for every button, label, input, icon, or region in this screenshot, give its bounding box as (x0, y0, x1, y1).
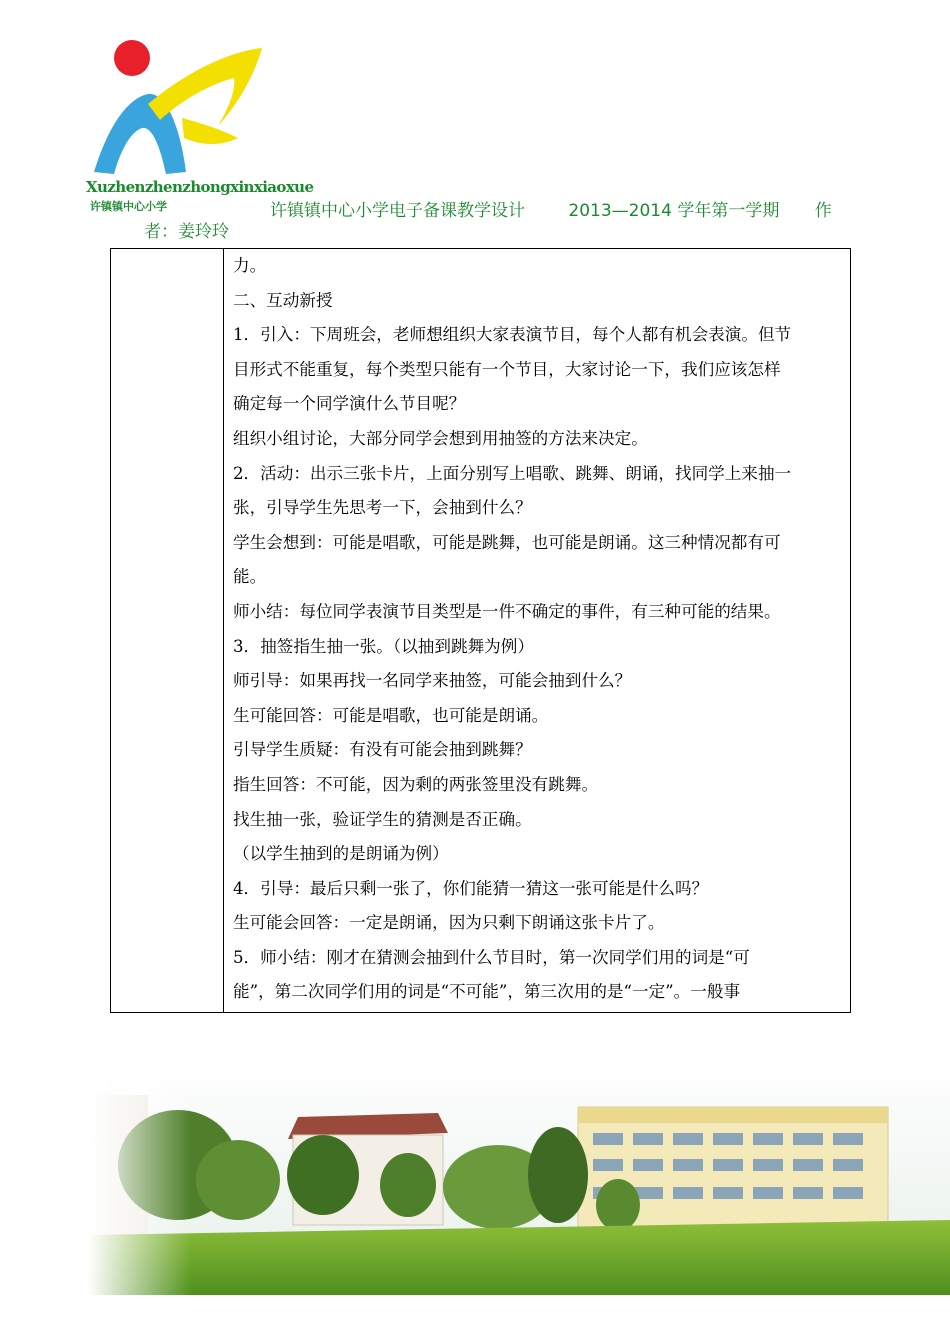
logo-red-dot (114, 40, 150, 76)
logo-yellow-wing (148, 48, 262, 126)
campus-photo (88, 1055, 950, 1295)
text-line: 4．引导：最后只剩一张了，你们能猜一猜这一张可能是什么吗？ (233, 878, 709, 898)
text-line: 师小结：每位同学表演节目类型是一件不确定的事件，有三种可能的结果。 (233, 601, 781, 621)
text-line: 生可能会回答：一定是朗诵，因为只剩下朗诵这张卡片了。 (233, 913, 665, 933)
header-author: 者：姜玲玲 (144, 222, 229, 242)
text-line: 指生回答：不可能，因为剩的两张签里没有跳舞。 (233, 774, 599, 794)
text-line: 1．引入：下周班会，老师想组织大家表演节目，每个人都有机会表演。但节 (233, 325, 792, 345)
text-line: 确定每一个同学演什么节目呢？ (233, 394, 466, 414)
text-line: （以学生抽到的是朗诵为例） (233, 844, 449, 864)
header-author-prefix: 作 (814, 201, 832, 221)
text-line: 3．抽签指生抽一张。（以抽到跳舞为例） (233, 636, 534, 656)
header-title: 许镇镇中心小学电子备课教学设计 (270, 201, 525, 221)
text-line: 目形式不能重复，每个类型只能有一个节目，大家讨论一下，我们应该怎样 (233, 359, 781, 379)
text-line: 师引导：如果再找一名同学来抽签，可能会抽到什么？ (233, 671, 632, 691)
table-content-column (233, 249, 843, 1010)
lesson-table (110, 248, 851, 1013)
header-term: 2013—2014 学年第一学期 (568, 201, 780, 221)
page-header (270, 196, 870, 221)
table-left-column (111, 249, 224, 1012)
text-line: 能。 (233, 567, 267, 587)
text-line: 二、互动新授 (233, 290, 333, 310)
text-line: 生可能回答：可能是唱歌，也可能是朗诵。 (233, 705, 549, 725)
text-line: 张，引导学生先思考一下，会抽到什么？ (233, 498, 532, 518)
text-line: 组织小组讨论，大部分同学会想到用抽签的方法来决定。 (233, 428, 648, 448)
text-line: 能”，第二次同学们用的词是“不可能”，第三次用的是“一定”。一般事 (233, 982, 741, 1002)
text-line: 引导学生质疑：有没有可能会抽到跳舞？ (233, 740, 532, 760)
text-line: 学生会想到：可能是唱歌，可能是跳舞，也可能是朗诵。这三种情况都有可 (233, 532, 781, 552)
text-line: 2．活动：出示三张卡片，上面分别写上唱歌、跳舞、朗诵，找同学上来抽一 (233, 463, 792, 483)
logo-chinese-text: 许镇镇中心小学 (90, 200, 167, 213)
text-line: 5．师小结：刚才在猜测会抽到什么节目时，第一次同学们用的词是“可 (233, 947, 750, 967)
text-line: 力。 (233, 256, 267, 275)
logo-latin-text: Xuzhenzhenzhongxinxiaoxue (86, 178, 314, 196)
text-line: 找生抽一张，验证学生的猜测是否正确。 (233, 809, 532, 829)
logo-yellow-wing-lower (182, 118, 238, 144)
